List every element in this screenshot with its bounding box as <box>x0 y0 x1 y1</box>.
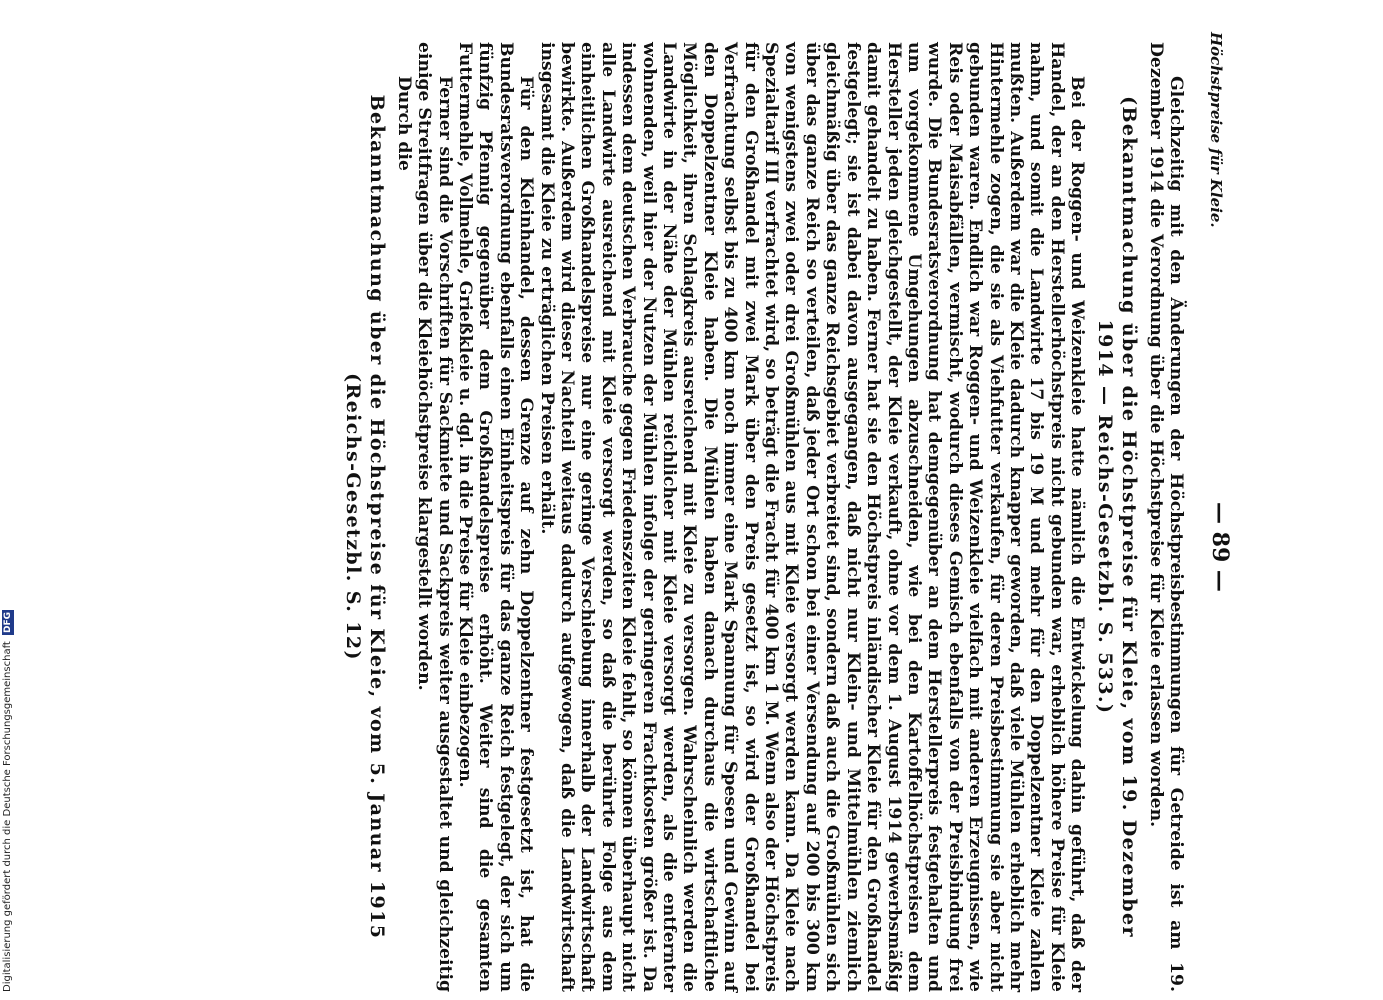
paragraph-kleinhandel: Für den Kleinhandel, dessen Grenze auf zehn Doppelzentner festgesetzt ist, hat die Bundesratsverordnung ebenfalls einen Einheitspreis für das ganze Reich festgelegt, der sich um fünfzig Pfennig gegenüber dem Großhandelspreise erhöht. Weiter sind die gesamten Futtermehle, Vollmehle, Grießkleie u. dgl. in die Preise für Kleie einbezogen. <box>455 42 537 992</box>
paragraph-intro: Gleichzeitig mit den Änderungen der Höchstpreisbestimmungen für Getreide ist am 19. Dezember 1914 die Verordnung über die Höchstpreise für Kleie erlassen worden. <box>1145 42 1186 992</box>
paragraph-sackmiete: Ferner sind die Vorschriften für Sackmiete und Sackpreis weiter ausgestaltet und gleichzeitig einige Streitfragen über die Kleiehöchstpreise klargestellt worden. <box>414 42 455 992</box>
body-text <box>335 42 1186 992</box>
page-number: — 89 — <box>1207 502 1233 592</box>
running-head <box>1192 32 1232 992</box>
dfg-logo: DFG <box>3 611 13 633</box>
credit-text: Digitalisierung gefördert durch die Deutsche Forschungsgemeinschaft <box>2 641 13 992</box>
rotated-page-content <box>212 32 1232 992</box>
paragraph-durch-die: Durch die <box>393 76 414 171</box>
digitization-credit <box>0 0 18 1000</box>
heading-decree-1914: (Bekanntmachung über die Höchstpreise für Kleie, vom 19. Dezember 1914 — Reichs-Gesetzbl. S. 533.) <box>1094 96 1141 938</box>
heading-decree-1915: Bekanntmachung über die Höchstpreise für Kleie, vom 5. Januar 1915 (Reichs-Gesetzbl. S. 12) <box>342 94 389 940</box>
running-head-title: Höchstpreise für Kleie. <box>1207 32 1225 228</box>
paragraph-kleie-main: Bei der Roggen- und Weizenkleie hatte nämlich die Entwickelung dahin geführt, daß der Handel, der an den Herstellerhöchstpreis nicht gebunden war, erheblich höhere Preise für Kleie nahm, und somit die Landwirte 17 bis 19 M und mehr für den Doppelzentner Kleie zahlen mußten. Außerdem war die Kleie dadurch knapper geworden, daß viele Mühlen erheblich mehr Hintermehle zogen, die sie als Viehfutter verkaufen, für deren Preisbestimmung sie aber nicht gebunden waren. Endlich war Roggen- und Weizenkleie vielfach mit anderen Erzeugnissen, wie Reis oder Maisabfällen, vermischt, wodurch dieses Gemisch ebenfalls von der Preisbindung frei wurde. Die Bundesratsverordnung hat demgegenüber an dem Herstellerpreis festgehalten und um vorgekommene Umgehungen abzuschneiden, wie bei den Kartoffelhöchstpreisen dem Hersteller jeden gleichgestellt, der Kleie verkauft, ohne vor dem 1. August 1914 gewerbsmäßig damit gehandelt zu haben. Ferner hat sie den Höchstpreis inländischer Kleie für den Großhandel festgelegt; sie ist dabei davon ausgegangen, daß nicht nur Klein- und Mittelmühlen ziemlich gleichmäßig über das ganze Reichsgebiet verbreitet sind, sondern daß auch die Großmühlen sich über das ganze Reich so verteilen, daß jeder Ort schon bei einer Versendung auf 200 bis 300 km von wenigstens zwei oder drei Großmühlen aus mit Kleie versorgt werden kann. Da Kleie nach Spezialtarif III verfrachtet wird, so beträgt die Fracht für 400 km 1 M. Wenn also der Höchstpreis für den Großhandel mit zwei Mark über den Preis gesetzt ist, so wird der Großhandel bei Verfrachtung selbst bis zu 400 km noch immer eine Mark Spannung für Spesen und Gewinn auf den Doppelzentner Kleie haben. Die Mühlen haben danach durchaus die wirtschaftliche Möglichkeit, ihren Schlagkreis ausreichend mit Kleie zu versorgen. Wahrscheinlich werden die Landwirte in der Nähe der Mühlen reichlicher mit Kleie versorgt werden, als die entfernter wohnenden, weil hier der Nutzen der Mühlen infolge der geringeren Frachtkosten größer ist. Da indessen dem deutschen Verbrauche gegen Friedenszeiten Kleie fehlt, so können überhaupt nicht alle Landwirte ausreichend mit Kleie versorgt werden, so daß die berührte Folge aus dem einheitlichen Großhandelspreise nur eine geringe Verschiebung innerhalb der Landwirtschaft bewirkte. Außerdem wird dieser Nachteil weitaus dadurch aufgewogen, daß die Landwirtschaft insgesamt die Kleie zu erträglichen Preisen erhält. <box>536 42 1088 992</box>
